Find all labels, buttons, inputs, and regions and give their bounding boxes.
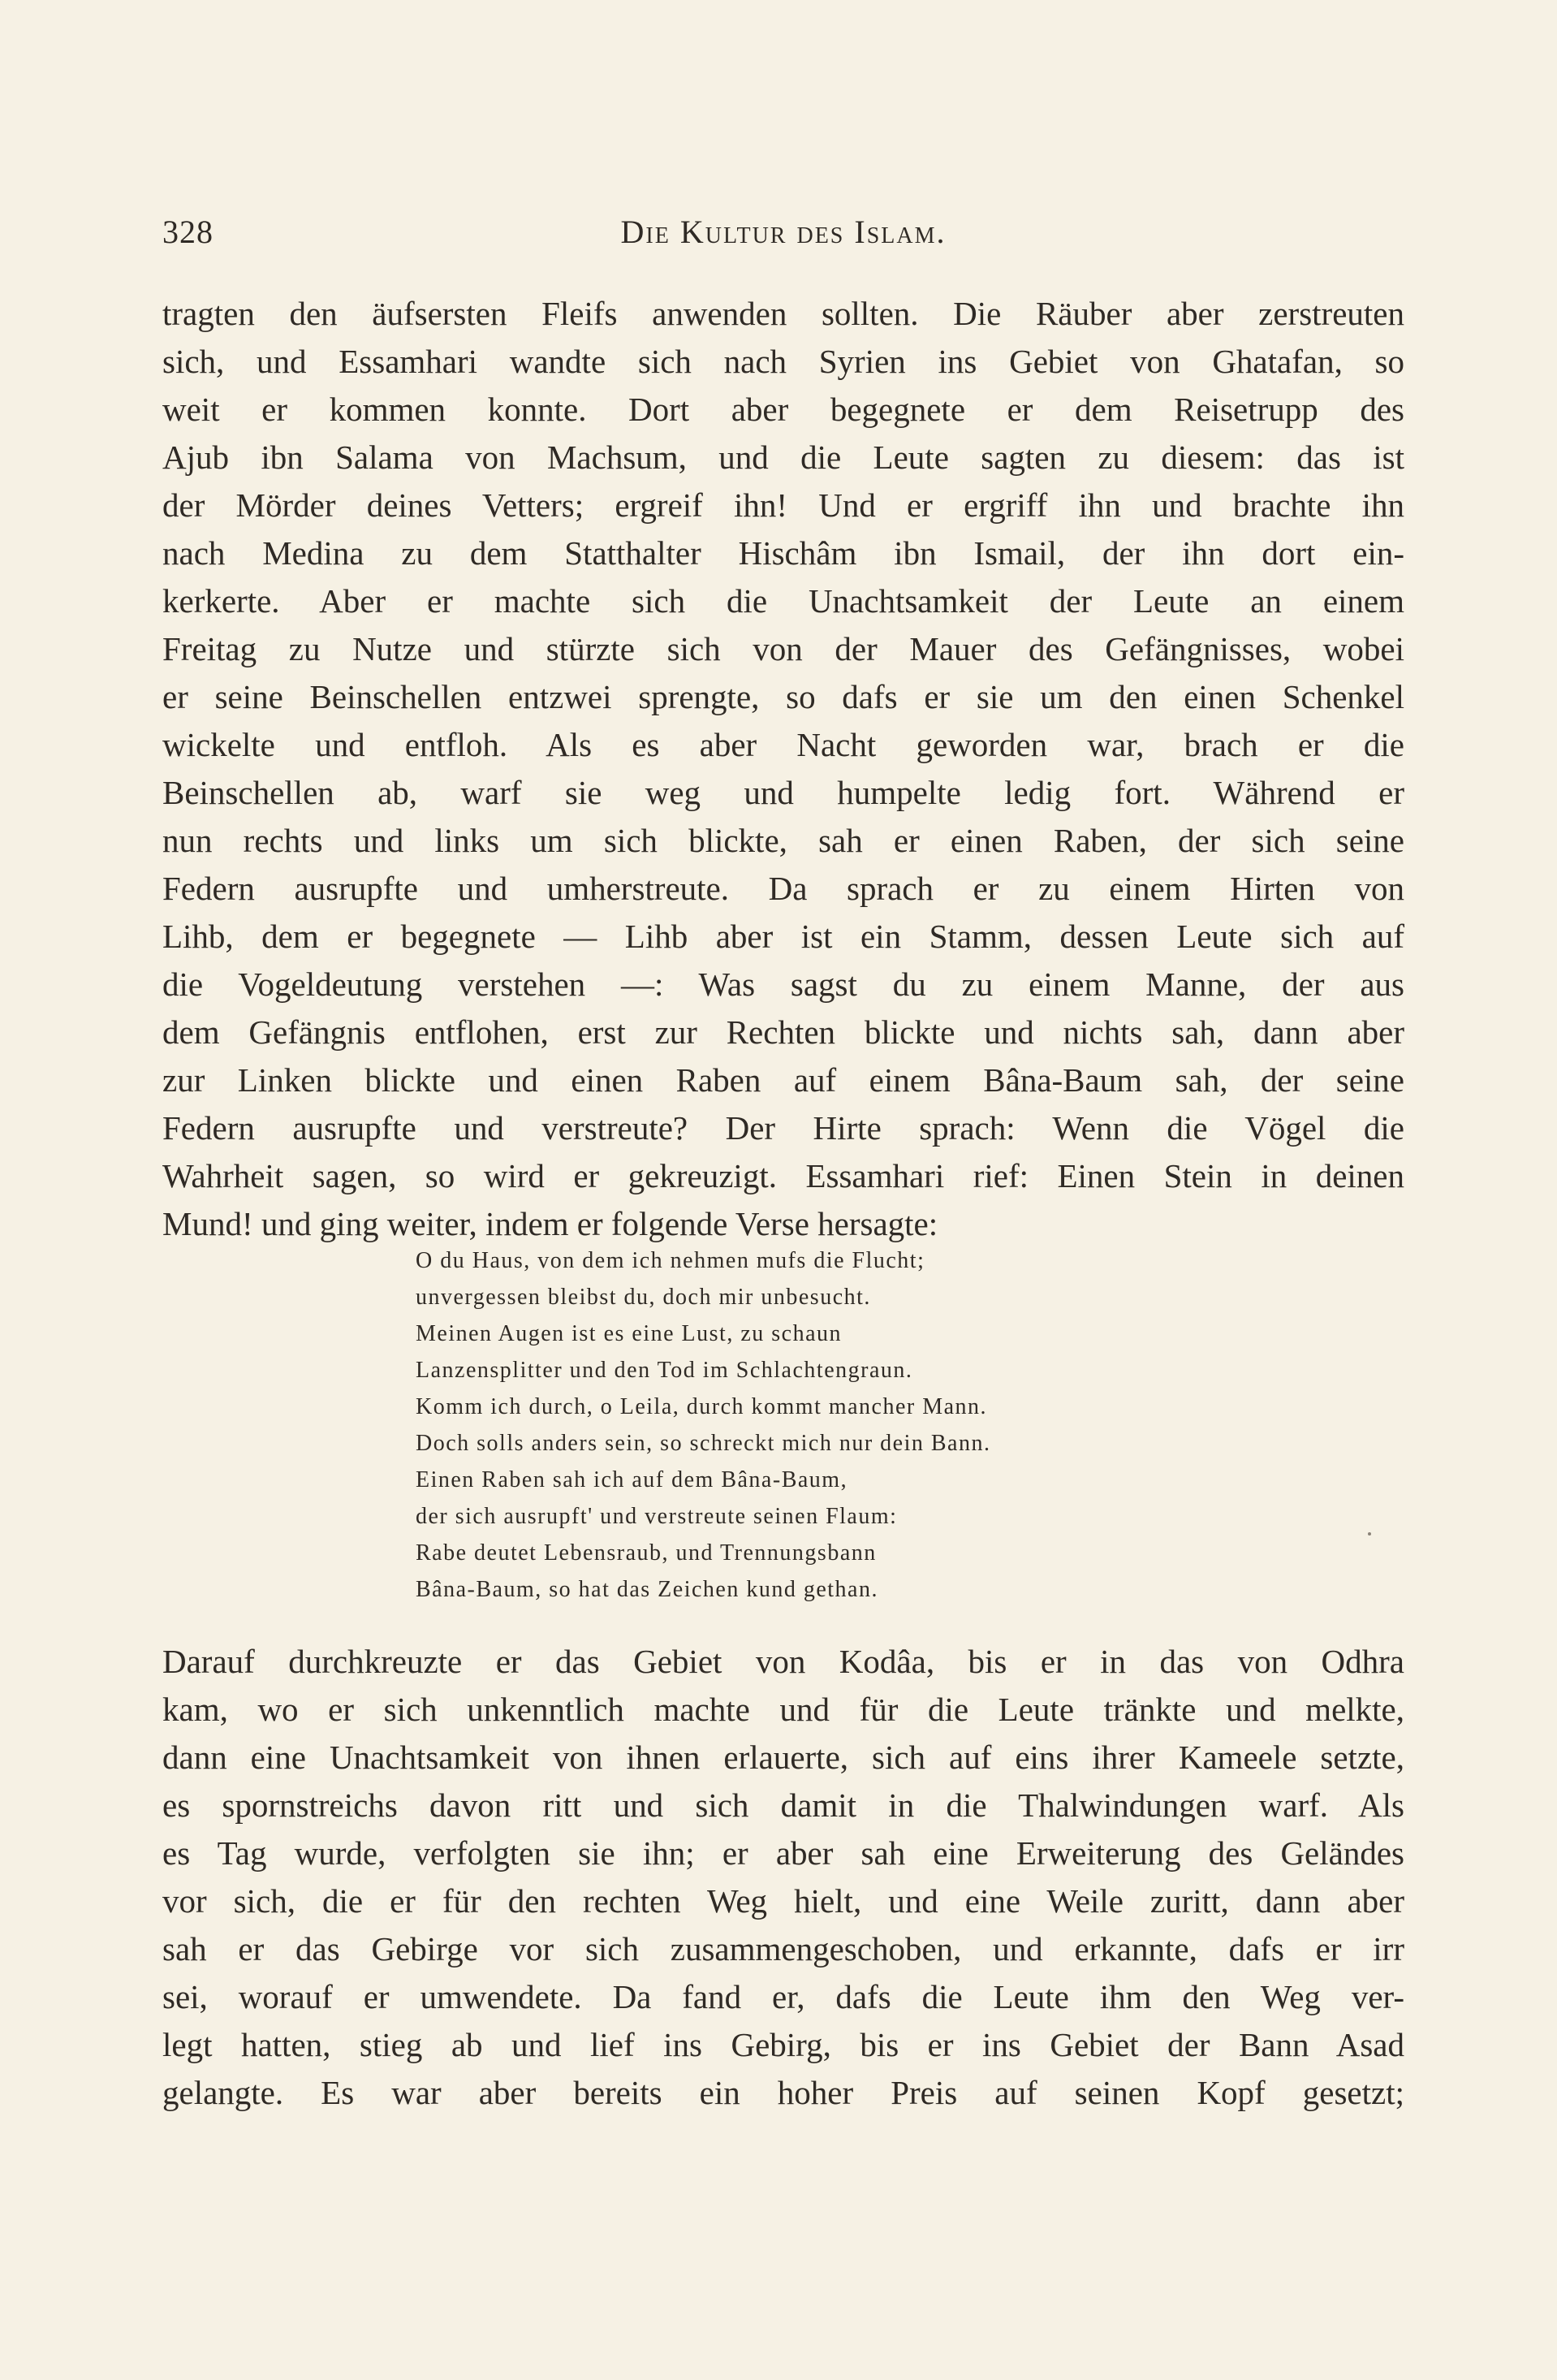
text-line: kam, wo er sich unkenntlich machte und für die Leute tränkte und melkte, bbox=[162, 1691, 1404, 1728]
text-line: Beinschellen ab, warf sie weg und humpelte ledig fort. Während er bbox=[162, 774, 1404, 811]
text-line: wickelte und entfloh. Als es aber Nacht geworden war, brach er die bbox=[162, 726, 1404, 763]
text-line: weit er kommen konnte. Dort aber begegnete er dem Reisetrupp des bbox=[162, 391, 1404, 428]
verse-line: Bâna-Baum, so hat das Zeichen kund gethan. bbox=[416, 1577, 878, 1602]
print-speck bbox=[1368, 1532, 1371, 1536]
text-line: zur Linken blickte und einen Raben auf einem Bâna-Baum sah, der seine bbox=[162, 1061, 1404, 1099]
text-line: Federn ausrupfte und umherstreute. Da sprach er zu einem Hirten von bbox=[162, 870, 1404, 907]
paragraph-1 bbox=[162, 290, 1404, 1248]
text-line: gelangte. Es war aber bereits ein hoher Preis auf seinen Kopf gesetzt; bbox=[162, 2074, 1404, 2111]
text-line: tragten den äufsersten Fleifs anwenden sollten. Die Räuber aber zerstreuten bbox=[162, 295, 1404, 332]
text-line: nun rechts und links um sich blickte, sah er einen Raben, der sich seine bbox=[162, 822, 1404, 859]
text-line: nach Medina zu dem Statthalter Hischâm ibn Ismail, der ihn dort ein- bbox=[162, 534, 1404, 572]
running-title: Die Kultur des Islam. bbox=[620, 214, 947, 250]
text-line: Mund! und ging weiter, indem er folgende Verse hersagte: bbox=[162, 1205, 938, 1242]
verse-line: Doch solls anders sein, so schreckt mich nur dein Bann. bbox=[416, 1431, 991, 1456]
paragraph-2 bbox=[162, 1638, 1404, 2117]
verse-line: Lanzensplitter und den Tod im Schlachtengraun. bbox=[416, 1358, 913, 1383]
text-line: Ajub ibn Salama von Machsum, und die Leute sagten zu diesem: das ist bbox=[162, 438, 1404, 476]
verse-line: Komm ich durch, o Leila, durch kommt mancher Mann. bbox=[416, 1394, 988, 1419]
text-line: dann eine Unachtsamkeit von ihnen erlauerte, sich auf eins ihrer Kameele setzte, bbox=[162, 1739, 1404, 1776]
text-line: es spornstreichs davon ritt und sich damit in die Thalwindungen warf. Als bbox=[162, 1786, 1404, 1824]
text-line: vor sich, die er für den rechten Weg hielt, und eine Weile zuritt, dann aber bbox=[162, 1882, 1404, 1920]
text-line: dem Gefängnis entflohen, erst zur Rechten blickte und nichts sah, dann aber bbox=[162, 1013, 1404, 1051]
text-line: es Tag wurde, verfolgten sie ihn; er aber sah eine Erweiterung des Geländes bbox=[162, 1834, 1404, 1872]
text-line: Lihb, dem er begegnete — Lihb aber ist ein Stamm, dessen Leute sich auf bbox=[162, 918, 1404, 955]
text-line: er seine Beinschellen entzwei sprengte, so dafs er sie um den einen Schenkel bbox=[162, 678, 1404, 715]
verse-line: Meinen Augen ist es eine Lust, zu schaun bbox=[416, 1321, 843, 1346]
text-line: Wahrheit sagen, so wird er gekreuzigt. Essamhari rief: Einen Stein in deinen bbox=[162, 1157, 1404, 1194]
text-line: sich, und Essamhari wandte sich nach Syrien ins Gebiet von Ghatafan, so bbox=[162, 343, 1404, 380]
running-head bbox=[162, 213, 1404, 261]
text-line: Darauf durchkreuzte er das Gebiet von Kodâa, bis er in das von Odhra bbox=[162, 1643, 1404, 1680]
text-line: der Mörder deines Vetters; ergreif ihn! Und er ergriff ihn und brachte ihn bbox=[162, 486, 1404, 524]
text-line: sah er das Gebirge vor sich zusammengeschoben, und erkannte, dafs er irr bbox=[162, 1930, 1404, 1967]
text-line: legt hatten, stieg ab und lief ins Gebirg, bis er ins Gebiet der Bann Asad bbox=[162, 2026, 1404, 2063]
text-line: sei, worauf er umwendete. Da fand er, dafs die Leute ihm den Weg ver- bbox=[162, 1978, 1404, 2015]
text-line: kerkerte. Aber er machte sich die Unachtsamkeit der Leute an einem bbox=[162, 582, 1404, 620]
page-number: 328 bbox=[162, 214, 213, 250]
verse-line: Rabe deutet Lebensraub, und Trennungsbann bbox=[416, 1540, 877, 1566]
verse-line: O du Haus, von dem ich nehmen mufs die Flucht; bbox=[416, 1248, 925, 1273]
verse-line: Einen Raben sah ich auf dem Bâna-Baum, bbox=[416, 1467, 848, 1492]
text-line: Federn ausrupfte und verstreute? Der Hirte sprach: Wenn die Vögel die bbox=[162, 1109, 1404, 1147]
verse-line: unvergessen bleibst du, doch mir unbesucht. bbox=[416, 1285, 871, 1310]
text-line: Freitag zu Nutze und stürzte sich von der Mauer des Gefängnisses, wobei bbox=[162, 630, 1404, 667]
verse-line: der sich ausrupft' und verstreute seinen Flaum: bbox=[416, 1504, 898, 1529]
verse-block bbox=[416, 1242, 1146, 1608]
text-line: die Vogeldeutung verstehen —: Was sagst du zu einem Manne, der aus bbox=[162, 965, 1404, 1003]
